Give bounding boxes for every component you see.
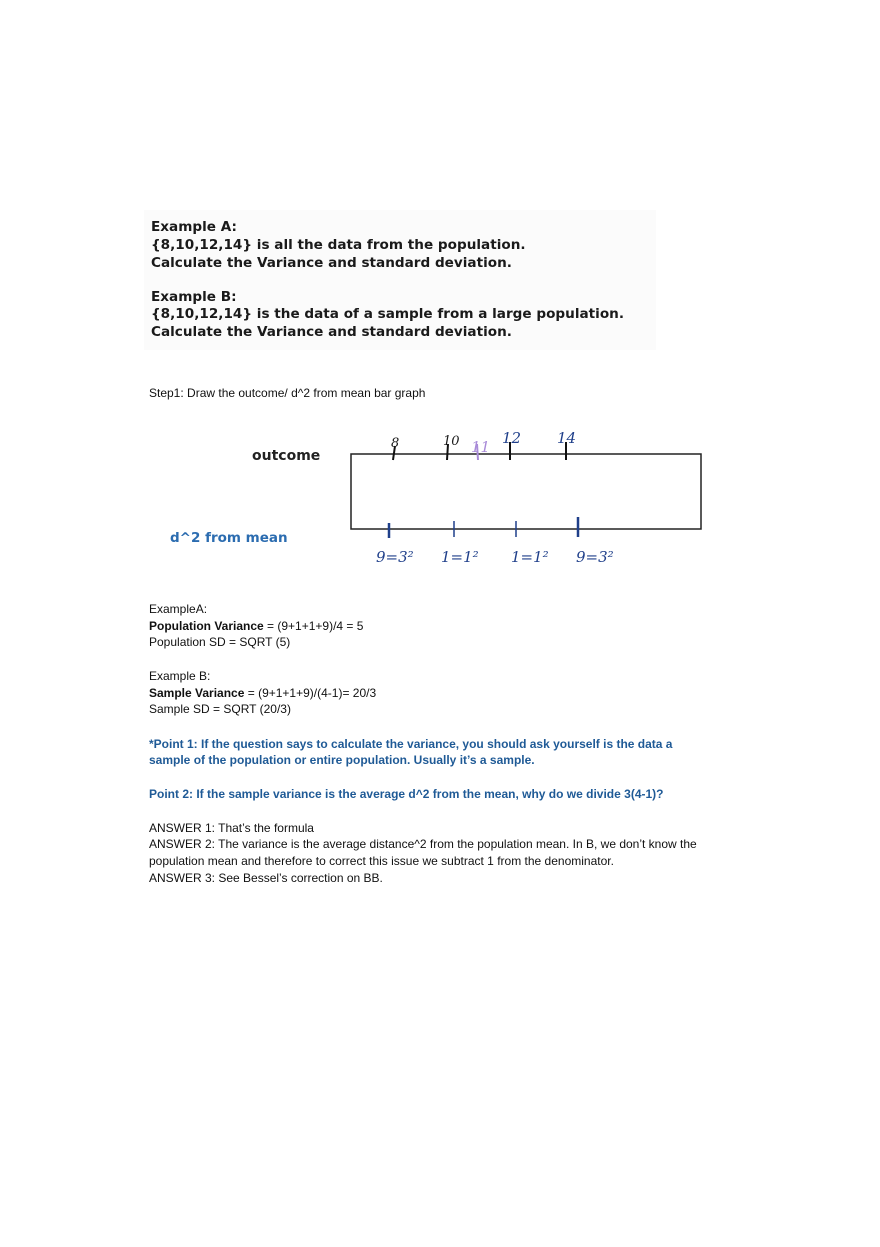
population-sd-line: Population SD = SQRT (5) xyxy=(149,635,291,649)
outcome-mark-mean: 11 xyxy=(471,438,491,456)
bar-box xyxy=(351,454,701,529)
example-b-line2: Calculate the Variance and standard deviation. xyxy=(151,324,512,340)
answer1: ANSWER 1: That’s the formula xyxy=(149,821,314,835)
outcome-label: outcome xyxy=(252,448,321,464)
point2-text: Point 2: If the sample variance is the average d^2 from the mean, why do we divide 3(4-1)? xyxy=(149,787,664,801)
d2-mark-1: 9=3² xyxy=(376,548,414,566)
population-variance-line xyxy=(149,618,363,635)
d2-mark-4: 9=3² xyxy=(576,548,614,566)
population-variance-label: Population Variance xyxy=(149,619,264,633)
outcome-mark-10: 10 xyxy=(443,434,460,449)
step1-text: Step1: Draw the outcome/ d^2 from mean bar graph xyxy=(149,386,426,400)
example-a-title: Example A: xyxy=(151,219,237,235)
outcome-d2-diagram xyxy=(148,420,728,590)
sample-variance-line xyxy=(149,685,376,702)
example-b-line1: {8,10,12,14} is the data of a sample from a large population. xyxy=(151,306,625,322)
d2-mark-2: 1=1² xyxy=(441,548,479,566)
example-a-line1: {8,10,12,14} is all the data from the population. xyxy=(151,237,526,253)
example-b-title: Example B: xyxy=(151,289,237,305)
outcome-mark-12: 12 xyxy=(502,429,522,447)
outcome-mark-14: 14 xyxy=(557,429,577,447)
point1-line2: sample of the population or entire population. Usually it’s a sample. xyxy=(149,753,535,767)
answer2-line2: population mean and therefore to correct this issue we subtract 1 from the denominator. xyxy=(149,854,614,868)
sample-variance-label: Sample Variance xyxy=(149,686,245,700)
d2-mark-3: 1=1² xyxy=(511,548,549,566)
answer3: ANSWER 3: See Bessel’s correction on BB. xyxy=(149,871,383,885)
sample-sd-line: Sample SD = SQRT (20/3) xyxy=(149,702,291,716)
d2-label: d^2 from mean xyxy=(170,530,288,546)
diagram-svg xyxy=(148,420,728,590)
example-a-line2: Calculate the Variance and standard deviation. xyxy=(151,255,512,271)
population-variance-expr: = (9+1+1+9)/4 = 5 xyxy=(263,619,364,633)
point1-line1: *Point 1: If the question says to calculate the variance, you should ask yourself is the data a xyxy=(149,737,673,751)
example-a-title-text: ExampleA: xyxy=(149,602,208,616)
answer2-line1: ANSWER 2: The variance is the average distance^2 from the population mean. In B, we don’t know the xyxy=(149,837,697,851)
examples-image xyxy=(144,210,656,350)
example-b-title-text: Example B: xyxy=(149,669,211,683)
sample-variance-expr: = (9+1+1+9)/(4-1)= 20/3 xyxy=(244,686,377,700)
outcome-mark-8: 8 xyxy=(391,436,400,451)
